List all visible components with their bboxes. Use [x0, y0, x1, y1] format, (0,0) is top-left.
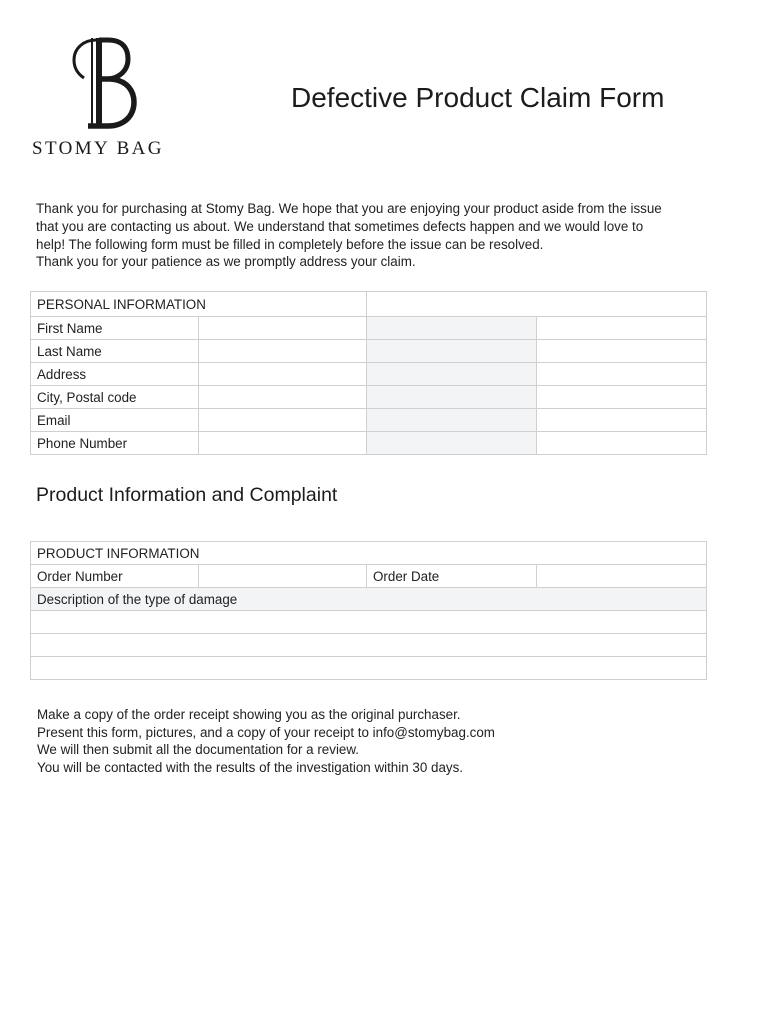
intro-paragraph: [36, 200, 726, 271]
page-title: Defective Product Claim Form: [291, 82, 665, 113]
instruction-line: Make a copy of the order receipt showing you as the original purchaser.: [37, 707, 461, 722]
table-row: [31, 386, 707, 409]
personal-information-table: [30, 291, 707, 455]
personal-header-field[interactable]: [367, 292, 707, 317]
section-title: Product Information and Complaint: [36, 484, 338, 506]
brand-logo: [30, 34, 180, 164]
table-header-row: [31, 542, 707, 565]
city-postal-code-label: City, Postal code: [31, 386, 199, 409]
email-field-3[interactable]: [537, 409, 707, 432]
address-field-3[interactable]: [537, 363, 707, 386]
description-field-line-1[interactable]: [31, 611, 707, 634]
personal-information-header: PERSONAL INFORMATION: [31, 292, 367, 317]
address-label: Address: [31, 363, 199, 386]
instruction-line: We will then submit all the documentation for a review.: [37, 742, 360, 758]
intro-line: that you are contacting us about. We understand that sometimes defects happen and we would love to: [36, 218, 644, 234]
stomy-bag-monogram-icon: [66, 34, 138, 130]
first-name-field-2[interactable]: [367, 317, 537, 340]
intro-line: Thank you for purchasing at Stomy Bag. We hope that you are enjoying your product aside from the issue: [36, 201, 662, 216]
table-row: [31, 588, 707, 611]
first-name-field[interactable]: [199, 317, 367, 340]
order-number-field[interactable]: [199, 565, 367, 588]
product-information-table: [30, 541, 707, 680]
city-postal-code-field[interactable]: [199, 386, 367, 409]
email-label: Email: [31, 409, 199, 432]
phone-number-label: Phone Number: [31, 432, 199, 455]
table-row: [31, 432, 707, 455]
description-field-line-3[interactable]: [31, 657, 707, 680]
table-row: [31, 363, 707, 386]
description-field-line-2[interactable]: [31, 634, 707, 657]
instructions-paragraph: [37, 706, 727, 776]
phone-number-field[interactable]: [199, 432, 367, 455]
instruction-line: Present this form, pictures, and a copy of your receipt to info@stomybag.com: [37, 724, 495, 740]
intro-line: help! The following form must be filled in completely before the issue can be resolved.: [36, 236, 544, 252]
city-postal-code-field-2[interactable]: [367, 386, 537, 409]
instruction-line: You will be contacted with the results of the investigation within 30 days.: [37, 759, 464, 775]
description-label: Description of the type of damage: [31, 588, 707, 611]
table-row: [31, 565, 707, 588]
table-row: [31, 657, 707, 680]
intro-line: Thank you for your patience as we promptly address your claim.: [36, 254, 416, 270]
address-field[interactable]: [199, 363, 367, 386]
product-information-header: PRODUCT INFORMATION: [31, 542, 707, 565]
last-name-field-3[interactable]: [537, 340, 707, 363]
phone-number-field-3[interactable]: [537, 432, 707, 455]
phone-number-field-2[interactable]: [367, 432, 537, 455]
order-date-label: Order Date: [367, 565, 537, 588]
table-row: [31, 634, 707, 657]
email-field[interactable]: [199, 409, 367, 432]
last-name-field[interactable]: [199, 340, 367, 363]
table-row: [31, 340, 707, 363]
first-name-label: First Name: [31, 317, 199, 340]
first-name-field-3[interactable]: [537, 317, 707, 340]
last-name-label: Last Name: [31, 340, 199, 363]
table-row: [31, 409, 707, 432]
table-row: [31, 317, 707, 340]
last-name-field-2[interactable]: [367, 340, 537, 363]
email-field-2[interactable]: [367, 409, 537, 432]
table-row: [31, 611, 707, 634]
order-date-field[interactable]: [537, 565, 707, 588]
brand-name: STOMY BAG: [32, 138, 164, 159]
address-field-2[interactable]: [367, 363, 537, 386]
table-header-row: [31, 292, 707, 317]
order-number-label: Order Number: [31, 565, 199, 588]
city-postal-code-field-3[interactable]: [537, 386, 707, 409]
